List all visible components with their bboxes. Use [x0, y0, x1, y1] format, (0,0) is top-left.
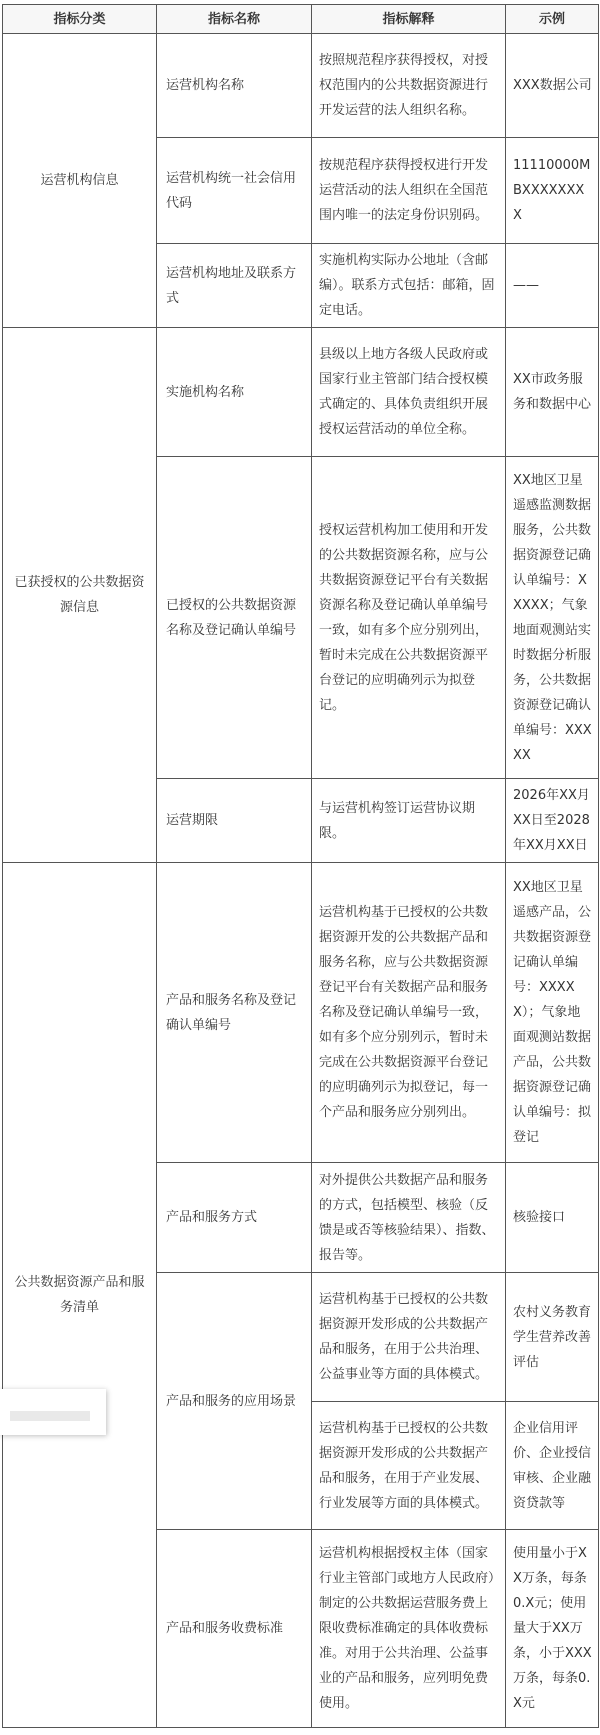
indicator-name-cell: 运营机构名称	[157, 34, 312, 138]
example-cell: 2026年XX月XX日至2028年XX月XX日	[506, 779, 599, 863]
explanation-cell: 运营机构基于已授权的公共数据资源开发形成的公共数据产品和服务，在用于产业发展、行业发展等方面的具体模式。	[312, 1402, 506, 1530]
placeholder-bar	[10, 1411, 90, 1421]
table-row	[3, 328, 599, 457]
example-cell: 核验接口	[506, 1163, 599, 1273]
header-category: 指标分类	[3, 5, 157, 34]
indicator-name-cell: 产品和服务方式	[157, 1163, 312, 1273]
explanation-cell: 运营机构根据授权主体（国家行业主管部门或地方人民政府）制定的公共数据运营服务费上限收费标准确定的具体收费标准。对用于公共治理、公益事业的产品和服务，应列明免费使用。	[312, 1530, 506, 1728]
explanation-cell: 对外提供公共数据产品和服务的方式，包括模型、核验（反馈是或否等核验结果）、指数、报告等。	[312, 1163, 506, 1273]
category-cell: 公共数据资源产品和服务清单	[3, 863, 157, 1728]
example-cell: 11110000MBXXXXXXXX	[506, 138, 599, 244]
indicator-name-cell: 产品和服务的应用场景	[157, 1273, 312, 1530]
indicator-name-cell: 产品和服务收费标准	[157, 1530, 312, 1728]
example-cell: XX地区卫星遥感产品，公共数据资源登记确认单编号：XXXXX）；气象地面观测站数据产品，公共数据资源登记确认单编号：拟登记	[506, 863, 599, 1163]
example-cell: 企业信用评价、企业授信审核、企业融资贷款等	[506, 1402, 599, 1530]
category-cell: 已获授权的公共数据资源信息	[3, 328, 157, 863]
example-cell: XX市政务服务和数据中心	[506, 328, 599, 457]
table-row	[3, 863, 599, 1163]
table-row	[3, 34, 599, 138]
explanation-cell: 运营机构基于已授权的公共数据资源开发形成的公共数据产品和服务，在用于公共治理、公益事业等方面的具体模式。	[312, 1273, 506, 1402]
indicator-name-cell: 运营机构地址及联系方式	[157, 244, 312, 328]
explanation-cell: 实施机构实际办公地址（含邮编）。联系方式包括：邮箱，固定电话。	[312, 244, 506, 328]
explanation-cell: 与运营机构签订运营协议期限。	[312, 779, 506, 863]
explanation-cell: 按规范程序获得授权进行开发运营活动的法人组织在全国范围内唯一的法定身份识别码。	[312, 138, 506, 244]
header-indicator-name: 指标名称	[157, 5, 312, 34]
example-cell: 使用量小于XX万条，每条0.X元；使用量大于XX万条，小于XXX万条，每条0.X元	[506, 1530, 599, 1728]
example-cell: XX地区卫星遥感监测数据服务，公共数据资源登记确认单编号：XXXXX；气象地面观测站实时数据分析服务，公共数据资源登记确认单编号：XXXXX	[506, 457, 599, 779]
category-cell: 运营机构信息	[3, 34, 157, 328]
example-cell: ——	[506, 244, 599, 328]
floating-placeholder-card	[0, 1389, 106, 1435]
indicator-name-cell: 运营机构统一社会信用代码	[157, 138, 312, 244]
indicator-table	[2, 4, 599, 1728]
header-explanation: 指标解释	[312, 5, 506, 34]
indicator-name-cell: 已授权的公共数据资源名称及登记确认单编号	[157, 457, 312, 779]
example-cell: XXX数据公司	[506, 34, 599, 138]
explanation-cell: 县级以上地方各级人民政府或国家行业主管部门结合授权模式确定的、具体负责组织开展授权运营活动的单位全称。	[312, 328, 506, 457]
indicator-name-cell: 产品和服务名称及登记确认单编号	[157, 863, 312, 1163]
indicator-name-cell: 运营期限	[157, 779, 312, 863]
example-cell: 农村义务教育学生营养改善评估	[506, 1273, 599, 1402]
header-example: 示例	[506, 5, 599, 34]
explanation-cell: 授权运营机构加工使用和开发的公共数据资源名称，应与公共数据资源登记平台有关数据资源名称及登记确认单单编号一致，如有多个应分别列出，暂时未完成在公共数据资源平台登记的应明确列示为拟登记。	[312, 457, 506, 779]
indicator-name-cell: 实施机构名称	[157, 328, 312, 457]
table-header-row	[3, 5, 599, 34]
explanation-cell: 运营机构基于已授权的公共数据资源开发的公共数据产品和服务名称，应与公共数据资源登记平台有关数据产品和服务名称及登记确认单编号一致，如有多个应分别列示，暂时未完成在公共数据资源平台登记的应明确列示为拟登记，每一个产品和服务应分别列出。	[312, 863, 506, 1163]
explanation-cell: 按照规范程序获得授权，对授权范围内的公共数据资源进行开发运营的法人组织名称。	[312, 34, 506, 138]
